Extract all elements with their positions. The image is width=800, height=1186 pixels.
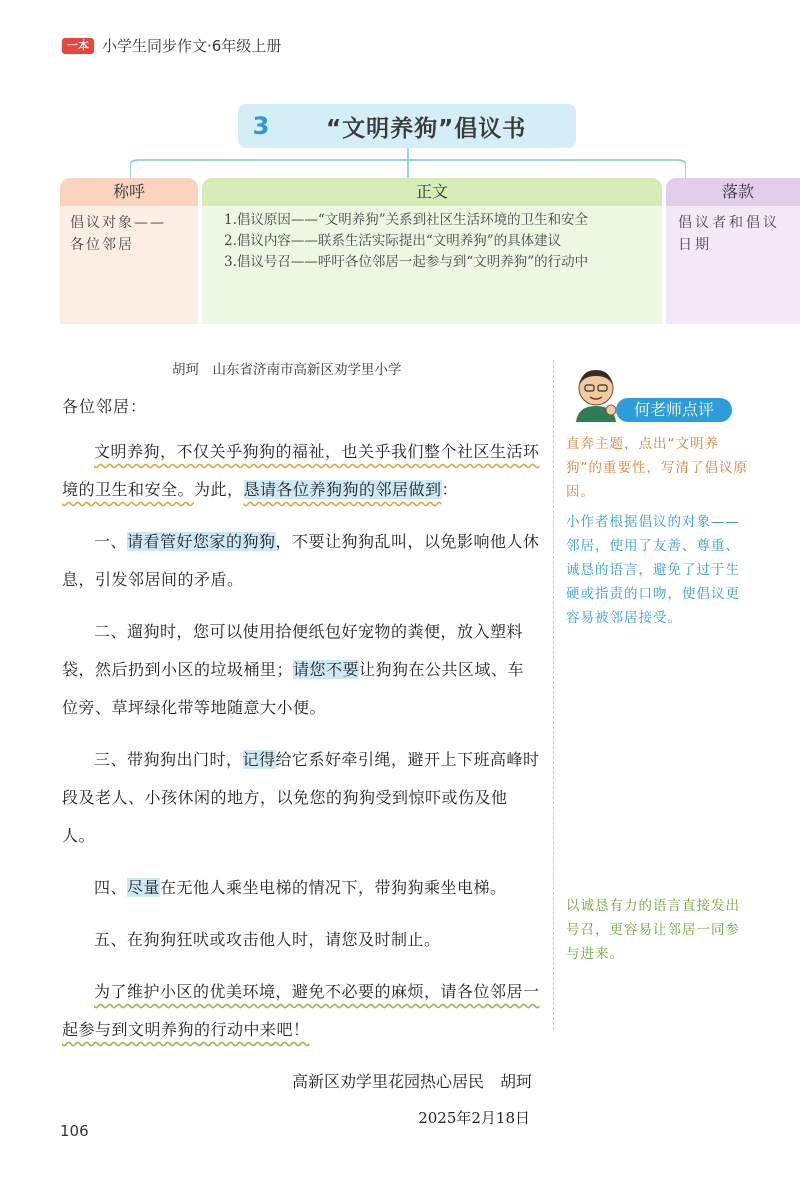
highlighted-text: 记得 [242,750,276,769]
lesson-number: 3 [252,112,270,140]
structure-column-head: 落款 [666,178,800,206]
teacher-comment-badge: 何老师点评 [616,398,732,422]
book-title: 小学生同步作文·6年级上册 [102,37,282,55]
letter-paragraph [62,869,540,907]
structure-line: 日期 [678,237,712,253]
teacher-comment: 小作者根据倡议的对象——邻居，使用了友善、尊重、诚恳的语言，避免了过于生硬或指责的口吻，使倡议更容易被邻居接受。 [566,514,740,626]
structure-item: 2.倡议内容——联系生活实际提出“文明养狗”的具体建议 [224,233,562,249]
page-number: 106 [60,1122,89,1140]
plain-text: 一、 [94,532,128,551]
plain-text: 让狗狗在公共区域、车位旁、草坪绿化带等地随意大小便。 [62,660,525,717]
highlighted-text: 尽量 [127,878,161,897]
plain-text: 四、 [94,878,128,897]
letter-paragraph [62,613,540,727]
structure-column-body-text [202,178,662,324]
plain-text: 给它系好牵引绳，避开上下班高峰时段及老人、小孩休闲的地方，以免您的狗狗受到惊吓或伤及他人。 [62,750,540,845]
structure-line: 各位邻居 [70,237,134,253]
structure-line: 倡议者和倡议 [678,215,780,231]
comment-divider [553,360,554,1030]
structure-line: 倡议对象—— [70,215,166,231]
plain-text: 三、带狗狗出门时， [94,750,243,769]
highlighted-text: 请您不要 [293,660,360,679]
plain-text: ，不要让狗狗乱叫，以免影响他人休息，引发邻居间的矛盾。 [62,532,540,589]
letter-date: 2025年2月18日 [418,1109,530,1127]
letter-body [62,394,540,1135]
lesson-title-banner [238,104,576,148]
underlined-text: 文明养狗，不仅关乎狗狗的福祉，也关乎我们整个社区生活环境的卫生和安全。 [62,442,540,499]
plain-text: 在无他人乘坐电梯的情况下，带狗狗乘坐电梯。 [160,878,507,897]
teacher-avatar-icon [570,366,622,422]
letter-salutation: 各位邻居： [62,397,148,416]
author-line: 胡珂 山东省济南市高新区劝学里小学 [172,362,402,378]
plain-text: ： [441,480,459,499]
underlined-text: 为了维护小区的优美环境，避免不必要的麻烦，请各位邻居一起参与到文明养狗的行动中来吧！ [62,982,540,1039]
letter-signature: 高新区劝学里花园热心居民 胡珂 [291,1072,532,1091]
structure-item: 3.倡议号召——呼吁各位邻居一起参与到“文明养狗”的行动中 [224,254,589,270]
letter-paragraph [62,741,540,855]
teacher-comment: 以诚恳有力的语言直接发出号召，更容易让邻居一同参与进来。 [566,898,740,962]
letter-paragraph [62,973,540,1049]
letter-paragraph: 五、在狗狗狂吠或攻击他人时，请您及时制止。 [94,930,441,949]
lesson-title: “文明养狗”倡议书 [326,115,527,142]
structure-column-signature [666,178,800,324]
plain-text: 二、遛狗时，您可以使用拾便纸包好宠物的粪便，放入塑料袋，然后扔到小区的垃圾桶里； [62,622,524,679]
plain-text: 为此， [194,480,244,499]
letter-paragraph [62,433,540,509]
highlighted-text: 恳请各位养狗狗的邻居做到 [243,480,442,499]
highlighted-text: 请看管好您家的狗狗 [127,532,276,551]
letter-paragraph [62,523,540,599]
structure-column-head: 正文 [202,178,662,206]
brand-logo: 一本 [62,38,94,54]
structure-column-body [666,206,800,324]
structure-column-head: 称呼 [60,178,198,206]
teacher-comment: 直奔主题，点出“文明养狗”的重要性，写清了倡议原因。 [566,436,748,500]
structure-column-body [60,206,198,324]
structure-item: 1.倡议原因——“文明养狗”关系到社区生活环境的卫生和安全 [224,212,589,228]
structure-table [60,178,780,324]
structure-column-body [202,206,662,324]
structure-column-salutation [60,178,198,324]
